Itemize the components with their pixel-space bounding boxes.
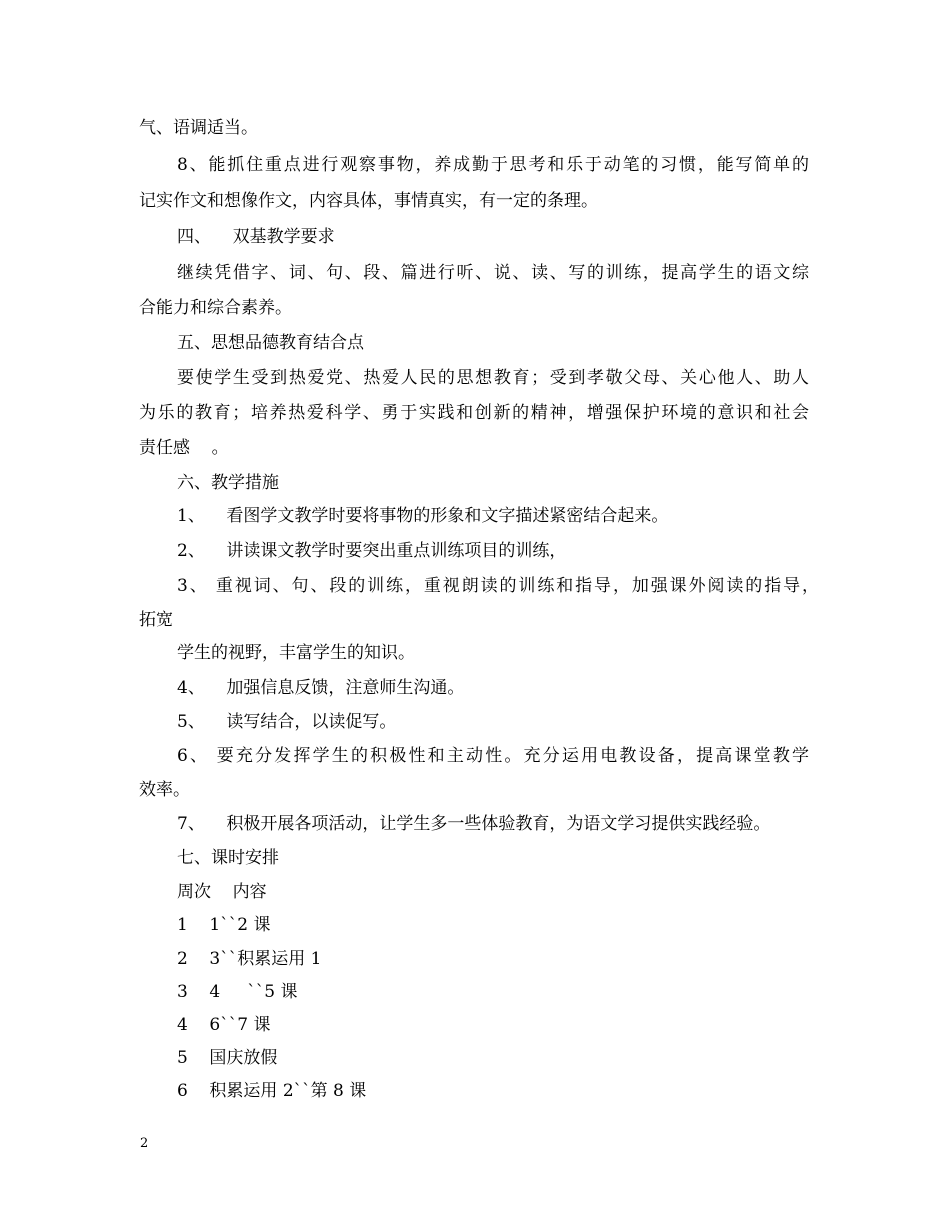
page-number: 2 (140, 1136, 149, 1151)
text-line: 效率。 (139, 780, 190, 800)
schedule-row: 4 6``7 课 (177, 1015, 271, 1035)
schedule-header: 周次 内容 (177, 882, 267, 902)
text-line: 责任感 。 (139, 438, 229, 458)
schedule-row: 1 1``2 课 (177, 915, 271, 935)
list-item: 2、 讲读课文教学时要突出重点训练项目的训练， (177, 541, 567, 561)
text-line: 拓宽 (139, 610, 173, 630)
list-item: 3、 重视词、句、段的训练，重视朗读的训练和指导，加强课外阅读的指导， (177, 576, 819, 596)
text-line: 要使学生受到热爱党、热爱人民的思想教育；受到孝敬父母、关心他人、助人 (177, 368, 809, 388)
section-heading: 六、教学措施 (177, 473, 279, 493)
section-heading: 五、思想品德教育结合点 (177, 333, 364, 353)
section-heading: 四、 双基教学要求 (177, 227, 335, 247)
list-item: 5、 读写结合，以读促写。 (177, 712, 397, 732)
schedule-row: 5 国庆放假 (177, 1048, 278, 1068)
list-item: 4、 加强信息反馈，注意师生沟通。 (177, 678, 465, 698)
text-line: 记实作文和想像作文，内容具体，事情真实，有一定的条理。 (139, 191, 598, 211)
text-line: 学生的视野，丰富学生的知识。 (177, 643, 415, 663)
text-line: 气、语调适当。 (139, 118, 258, 138)
text-line: 8、能抓住重点进行观察事物，养成勤于思考和乐于动笔的习惯，能写简单的 (177, 155, 809, 175)
text-line: 继续凭借字、词、句、段、篇进行听、说、读、写的训练，提高学生的语文综 (177, 263, 809, 283)
schedule-row: 6 积累运用 2``第 8 课 (177, 1081, 367, 1101)
text-line: 为乐的教育；培养热爱科学、勇于实践和创新的精神，增强保护环境的意识和社会 (139, 403, 809, 423)
list-item: 1、 看图学文教学时要将事物的形象和文字描述紧密结合起来。 (177, 506, 669, 526)
list-item: 7、 积极开展各项活动，让学生多一些体验教育，为语文学习提供实践经验。 (177, 814, 771, 834)
text-line: 合能力和综合素养。 (139, 298, 292, 318)
schedule-row: 3 4 ``5 课 (177, 982, 298, 1002)
section-heading: 七、课时安排 (177, 848, 279, 868)
list-item: 6、 要充分发挥学生的积极性和主动性。充分运用电教设备，提高课堂教学 (177, 746, 809, 766)
schedule-row: 2 3``积累运用 1 (177, 949, 322, 969)
